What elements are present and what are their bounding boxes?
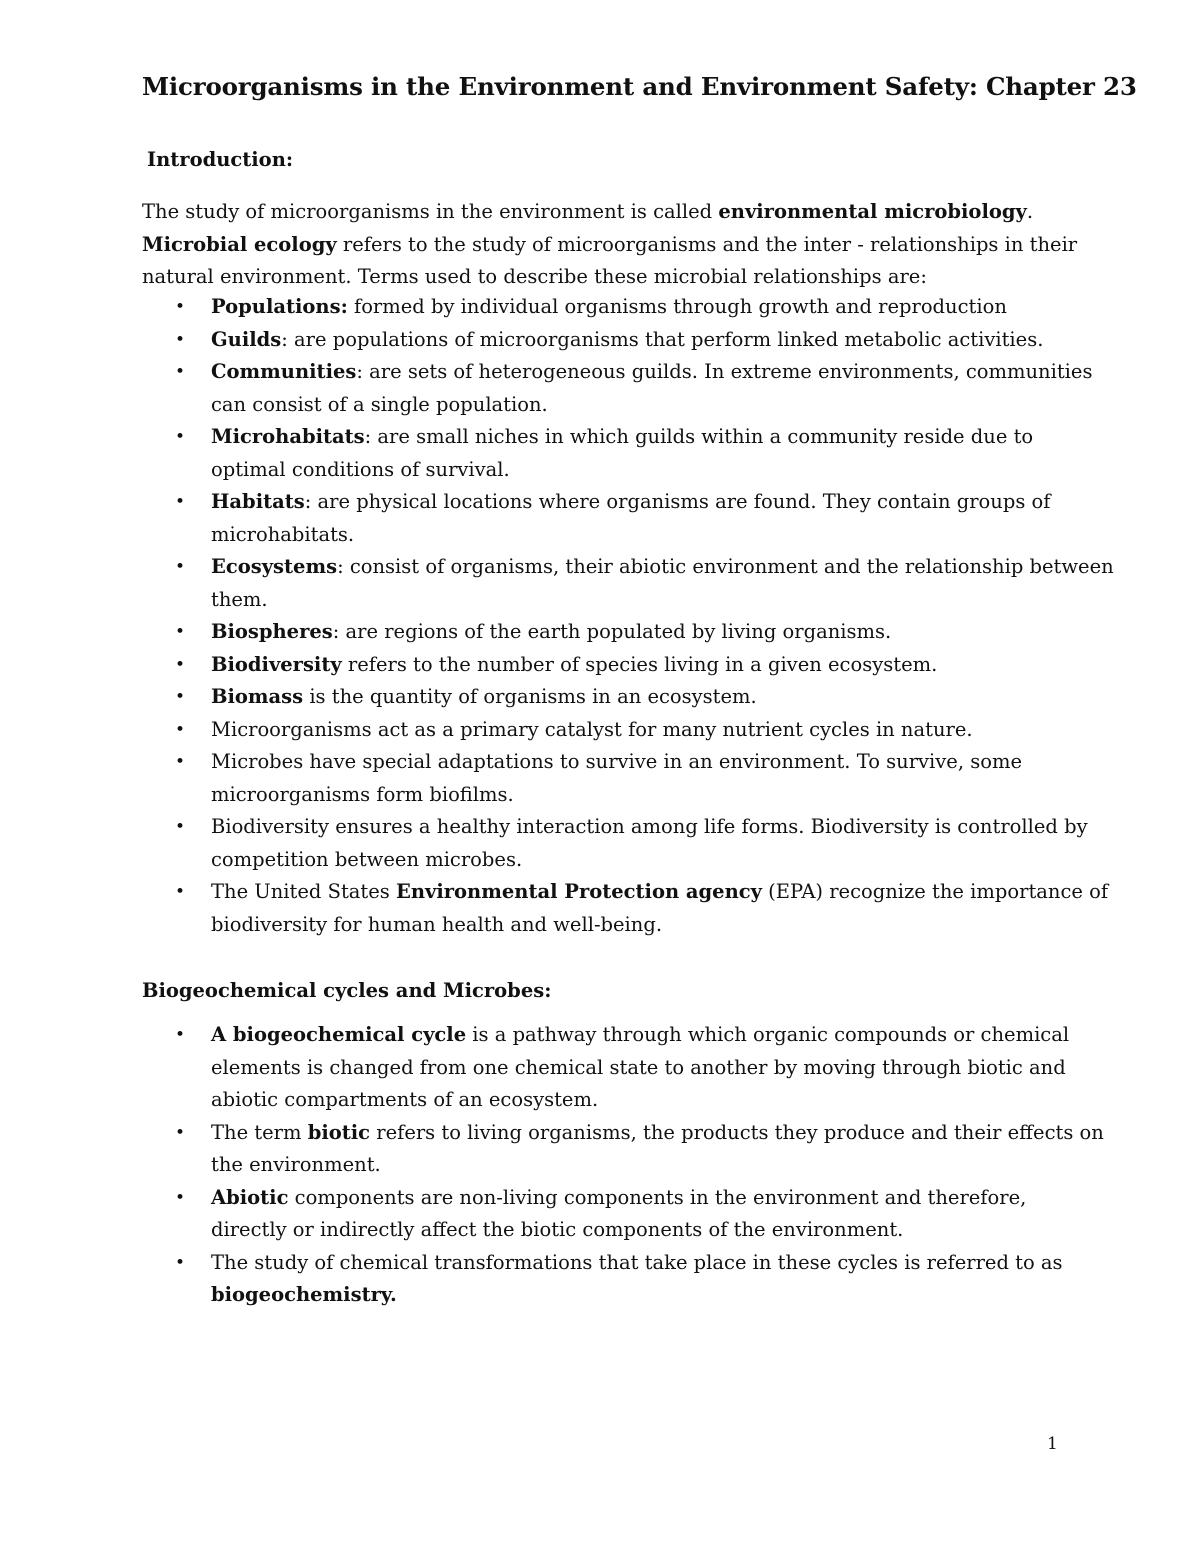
text: The study of chemical transformations that take place in these cycles is referred to as: [211, 1250, 1063, 1274]
text: is the quantity of organisms in an ecosystem.: [303, 685, 757, 708]
bullet-icon: •: [175, 1187, 186, 1208]
bullet-icon: •: [175, 687, 186, 707]
bullet-icon: •: [175, 362, 186, 382]
text: biodiversity for human health and well-being.: [211, 912, 663, 936]
text: : are physical locations where organisms are found. They contain groups of: [304, 490, 1051, 513]
biogeo-bullet-list: [0, 1019, 1200, 1312]
bullet-icon: •: [175, 329, 186, 350]
list-item: [0, 356, 1200, 421]
bullet-icon: •: [175, 622, 186, 642]
list-item: [0, 681, 1200, 714]
list-item: [0, 746, 1200, 811]
paragraph-line: [142, 196, 1062, 229]
text: directly or indirectly affect the biotic components of the environment.: [211, 1218, 904, 1241]
bullet-icon: •: [175, 1252, 186, 1273]
bold-term: Biospheres: [211, 620, 333, 643]
bullet-icon: •: [175, 297, 186, 317]
paragraph-line: natural environment. Terms used to describe these microbial relationships are:: [142, 265, 927, 288]
text: : are sets of heterogeneous guilds. In extreme environments, communities: [356, 360, 1093, 383]
text: (EPA) recognize the importance of: [761, 880, 1109, 903]
section-heading-introduction: Introduction:: [147, 148, 294, 171]
list-item: [0, 616, 1200, 649]
text: : are regions of the earth populated by living organisms.: [332, 620, 892, 643]
bold-term: Ecosystems: [211, 555, 338, 578]
bullet-icon: •: [175, 719, 186, 740]
text: them.: [211, 587, 268, 611]
bullet-icon: •: [175, 492, 186, 512]
text: .: [1026, 200, 1034, 223]
text: : are populations of microorganisms that perform linked metabolic activities.: [281, 327, 1044, 351]
bold-term: Guilds: [211, 327, 282, 351]
section-heading-biogeochemical: Biogeochemical cycles and Microbes:: [142, 979, 552, 1002]
bold-term: Environmental Protection agency: [396, 880, 762, 903]
text: refers to the study of microorganisms and the inter - relationships in their: [336, 232, 1078, 256]
intro-bullet-list: [0, 291, 1200, 941]
list-item: [0, 876, 1200, 941]
bullet-icon: •: [175, 427, 186, 447]
text: optimal conditions of survival.: [211, 457, 510, 481]
list-item: [0, 551, 1200, 616]
text: refers to the number of species living in a given ecosystem.: [341, 652, 938, 676]
text: The term: [211, 1120, 308, 1144]
list-item: [0, 1247, 1200, 1312]
bullet-icon: •: [175, 1122, 186, 1143]
text: elements is changed from one chemical state to another by moving through biotic and: [211, 1055, 1066, 1079]
page-title: Microorganisms in the Environment and Environment Safety: Chapter 23: [142, 72, 1137, 101]
bold-term: Populations:: [211, 295, 348, 318]
text: Microbes have special adaptations to survive in an environment. To survive, some: [211, 750, 1023, 773]
text: microorganisms form biofilms.: [211, 782, 514, 806]
bold-term: Microhabitats: [211, 425, 365, 448]
page-number: 1: [1047, 1434, 1058, 1454]
intro-paragraph: [142, 196, 1078, 294]
list-item: [0, 291, 1200, 324]
list-item: [0, 811, 1200, 876]
text: components are non-living components in the environment and therefore,: [288, 1185, 1027, 1209]
list-item: [0, 421, 1200, 486]
bullet-icon: •: [175, 752, 186, 772]
text: Biodiversity ensures a healthy interaction among life forms. Biodiversity is controlled by: [211, 815, 1088, 838]
text: competition between microbes.: [211, 847, 523, 871]
text: microhabitats.: [211, 522, 355, 546]
bold-term: Abiotic: [211, 1185, 289, 1209]
bold-term: A biogeochemical cycle: [211, 1023, 467, 1046]
list-item: [0, 1019, 1200, 1117]
list-item: [0, 1182, 1200, 1247]
bold-term: biogeochemistry.: [211, 1283, 397, 1306]
list-item: [0, 714, 1200, 747]
list-item: [0, 649, 1200, 682]
bold-term: Biodiversity: [211, 652, 342, 676]
paragraph-line: [142, 229, 1078, 262]
text: Microorganisms act as a primary catalyst for many nutrient cycles in nature.: [211, 717, 973, 741]
list-item: [0, 486, 1200, 551]
text: can consist of a single population.: [211, 392, 548, 416]
text: is a pathway through which organic compounds or chemical: [466, 1023, 1070, 1046]
text: : are small niches in which guilds within a community reside due to: [364, 425, 1034, 448]
text: abiotic compartments of an ecosystem.: [211, 1088, 599, 1111]
bold-term: biotic: [307, 1120, 371, 1144]
text: : consist of organisms, their abiotic environment and the relationship between: [337, 555, 1114, 578]
bold-term: environmental microbiology: [718, 200, 1027, 223]
text: formed by individual organisms through growth and reproduction: [347, 295, 1007, 318]
list-item: [0, 1117, 1200, 1182]
bullet-icon: •: [175, 882, 186, 902]
text: refers to living organisms, the products they produce and their effects on: [370, 1120, 1104, 1144]
text: The United States: [211, 880, 396, 903]
bold-term: Biomass: [211, 685, 304, 708]
bullet-icon: •: [175, 557, 186, 577]
bullet-icon: •: [175, 817, 186, 837]
bold-term: Communities: [211, 360, 357, 383]
bold-term: Microbial ecology: [142, 232, 337, 256]
bullet-icon: •: [175, 654, 186, 675]
bullet-icon: •: [175, 1025, 186, 1045]
text: The study of microorganisms in the environment is called: [142, 200, 719, 223]
bold-term: Habitats: [211, 490, 305, 513]
text: the environment.: [211, 1153, 381, 1176]
list-item: [0, 324, 1200, 357]
